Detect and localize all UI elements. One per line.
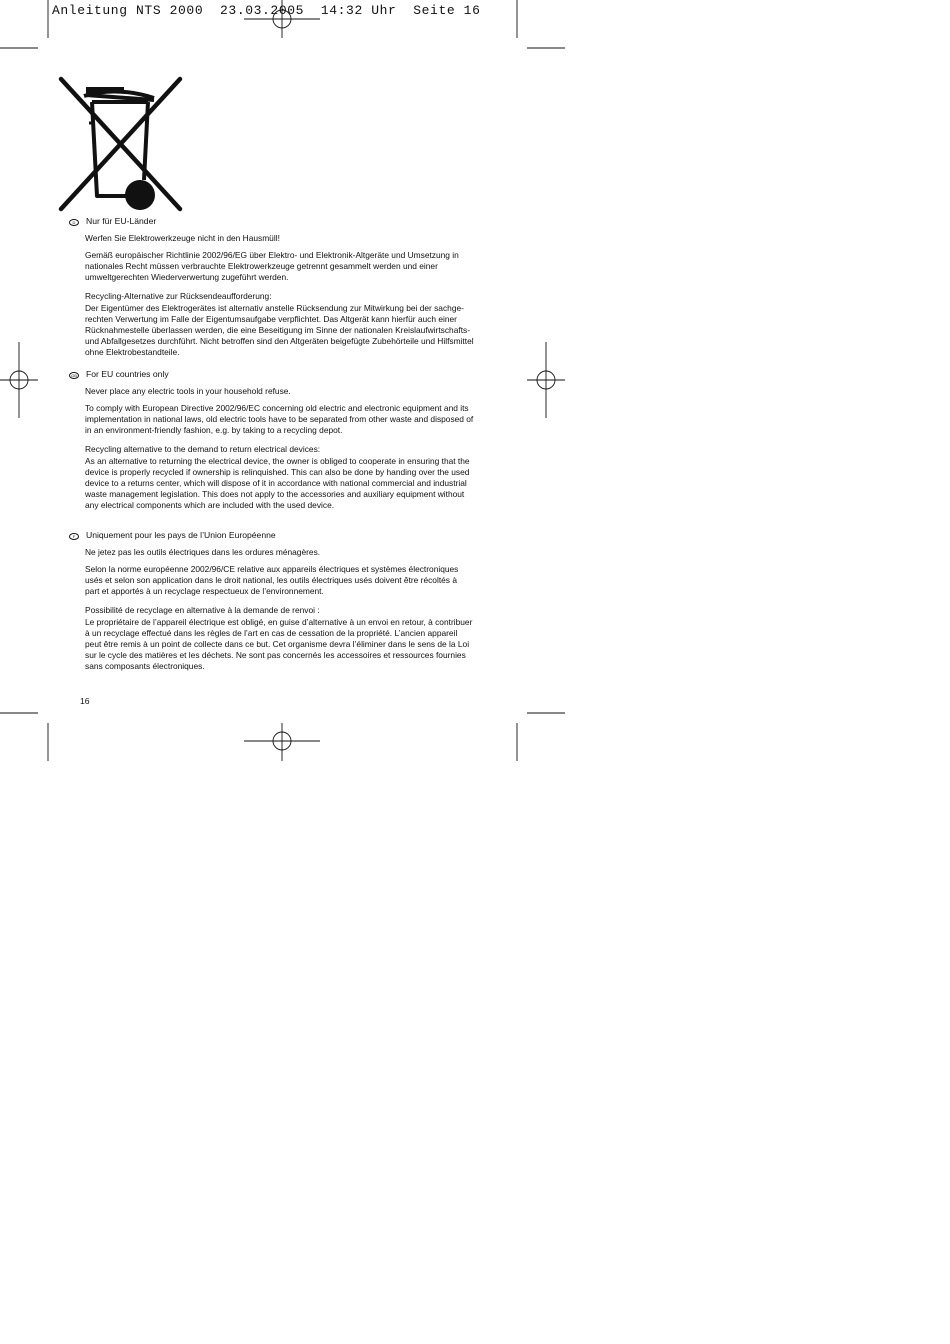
section-gb <box>68 369 508 517</box>
language-flag-icon: GB <box>69 372 79 379</box>
language-flag-icon: F <box>69 533 79 540</box>
registration-mark-icon <box>527 342 565 418</box>
crossed-out-wheelie-bin-icon <box>56 76 186 214</box>
paragraph: Never place any electric tools in your household refuse. <box>85 386 291 396</box>
section-title: Uniquement pour les pays de l’Union Européenne <box>86 530 276 541</box>
paragraph: Selon la norme européenne 2002/96/CE relative aux appareils électriques et systèmes électroniques usés et selon son application dans le droit national, les outils électriques usés doivent être récoltés à part et apportés à un recyclage respectueux de l’environnement. <box>85 563 459 597</box>
section-de-header <box>68 216 508 228</box>
paragraph: Recycling-Alternative zur Rücksendeaufforderung: Der Eigentümer des Elektrogerätes ist alternativ anstelle Rücksendung zur Mitwirkung bei der sachge- rechten Verwertung im Falle der Eigentumsaufgabe verpflichtet. Das Altgerät kann hierfür auch einer Rücknahmestelle überlassen werden, die eine Beseitigung im Sinne der nationalen Kreislaufwirtschafts- und Abfallgesetzes durchführt. Nicht betroffen sind den Altgeräten beigefügte Zubehörteile und Hilfsmittel ohne Elektrobestandteile. <box>85 291 474 358</box>
section-fr <box>68 530 508 678</box>
section-de <box>68 216 508 364</box>
print-header: Anleitung NTS 2000 23.03.2005 14:32 Uhr Seite 16 <box>52 3 481 18</box>
registration-mark-icon <box>244 723 320 761</box>
page-number: 16 <box>80 696 90 706</box>
registration-mark-icon <box>244 0 320 38</box>
section-gb-header <box>68 369 508 381</box>
paragraph: Ne jetez pas les outils électriques dans les ordures ménagères. <box>85 547 321 557</box>
section-title: Nur für EU-Länder <box>86 216 157 227</box>
paragraph: To comply with European Directive 2002/96/EC concerning old electric and electronic equipment and its implementation in national laws, old electric tools have to be separated from other waste and disposed of in an environment-friendly fashion, e.g. by taking to a recycling depot. <box>85 402 474 436</box>
paragraph: Gemäß europäischer Richtlinie 2002/96/EG über Elektro- und Elektronik-Altgeräte und Umsetzung in nationales Recht müssen verbrauchte Elektrowerkzeuge getrennt gesammelt werden und einer umweltgerechten Wiederverwertung zugeführt werden. <box>85 249 459 283</box>
section-fr-header <box>68 530 508 542</box>
registration-mark-icon <box>0 342 38 418</box>
language-flag-icon: D <box>69 219 79 226</box>
paragraph: Werfen Sie Elektrowerkzeuge nicht in den Hausmüll! <box>85 233 280 243</box>
paragraph: Possibilité de recyclage en alternative à la demande de renvoi : Le propriétaire de l’appareil électrique est obligé, en guise d’alternative à un envoi en retour, à contribuer à un recyclage effectué dans les règles de l’art en cas de cessation de la propriété. L’ancien appareil peut être remis à un point de collecte dans ce but. Cet organisme devra l’éliminer dans le sens de la Loi sur le cycle des matières et les déchets. Ne sont pas concernés les accessoires et ressources fournies sans composants électroniques. <box>85 605 473 672</box>
section-title: For EU countries only <box>86 369 169 380</box>
paragraph: Recycling alternative to the demand to return electrical devices: As an alternative to returning the electrical device, the owner is obliged to cooperate in ensuring that the device is properly recycled if ownership is relinquished. This can also be done by handing over the used device to a returns center, which will dispose of it in accordance with national commercial and industrial waste management legislation. This does not apply to the accessories and auxiliary equipment without any electrical components which are included with the used device. <box>85 444 470 511</box>
